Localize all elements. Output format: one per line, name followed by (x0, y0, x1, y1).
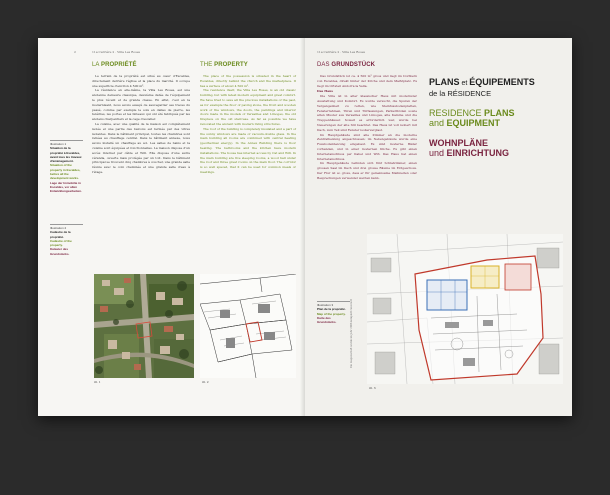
left-page (38, 38, 305, 416)
de-paragraph: Die Villa ist in alter klassischer Haus mit modernster Ausstattung und Komfort. Es wurde versucht, die Spuren der Vergangenheit zu retten, wie Steinfussbodenplatten, Fensterrahmen, Türen und Türfassungen, Parkettböden sowie alten Muster aus Versailles und Limoges, alte Kamine und die Treppenhäuser. Soweit es erforderlich war, wurde bei Neuerungen der alte Stil beachtet. Das Haus ist voll isoliert mit Dach, zum Teil sind Fenster isolierverglast. (317, 94, 417, 132)
caption-rule (317, 301, 350, 302)
title-de-line1: WOHNPLÄNE (429, 138, 488, 148)
en-column (200, 74, 296, 175)
caption-label: Illustration 3 (317, 303, 334, 307)
heading-fr (92, 62, 137, 68)
caption-rule (50, 140, 83, 141)
heading-en-word: PROPERTY (214, 62, 248, 68)
caption-fr: Plan de la propriété. (317, 307, 346, 312)
title-en-line2a: and (429, 118, 447, 128)
caption-en: Situation of the property in Escaldes, before all the development works. (50, 163, 81, 181)
heading-de-article: DAS (317, 62, 330, 68)
heading-en (200, 62, 248, 68)
en-paragraph: The residence itself, the Villa Les Roses, is an old classic building, but with latest modern equipment and great comfort. We have tried to save all the precious installations of the past, as for example the floor of paving stone, the front and wooden work of the windows, the doors, the paintings and interior doors made in the models of Versailles and Limoges, the old fireplace on the old staircase. As far as possible we have renovated the ancient with modern living structures. (200, 88, 296, 126)
plans-title-de (429, 138, 509, 158)
caption-de: Karte des Grundstücks. (317, 315, 337, 325)
caption-label: Illustration 1 (50, 142, 67, 146)
caption-fr: Cadastre de la propriété. (50, 230, 71, 239)
en-paragraph: The place of the possession is situated in the heart of Escaldes, directly behind the church and the marketplace. It has a surface of about 4 500 m². (200, 74, 296, 88)
caption-rule (50, 224, 83, 225)
heading-fr-word: PROPRIÉTÉ (101, 62, 137, 68)
de-column (317, 74, 417, 181)
aerial-photo (94, 274, 194, 378)
title-de-line2b: EINRICHTUNG (446, 148, 510, 158)
right-page (305, 38, 572, 416)
caption-fr: Situation de la propriété à Escaldes, avant tous les travaux d'aménagement. (50, 146, 82, 164)
page-number: 2 (74, 50, 76, 54)
title-fr-suffix: ÉQUIPEMENTS (469, 77, 535, 87)
fr-paragraph: Le terrain de la propriété est situé au cœur d'Escaldes, directement derrière l'église et la place du marché. Il occupe une superficie d'environ 4 500 m². (92, 74, 190, 88)
caption-de: Kataster des Grundstücks. (50, 247, 70, 256)
image-label: ill. 1 (94, 380, 101, 384)
cadastre-plan (200, 274, 296, 378)
title-de-line2a: und (429, 148, 447, 158)
title-en-line2b: EQUIPMENT (446, 118, 501, 128)
heading-en-article: THE (200, 62, 213, 68)
fr-paragraph: La cuisine, avec une qualité de la maison est complètement isolée et une partie des balcons est fermée par des vitres isolantes. Dans le bâtiment principal, toutes les chambres sont reliées au chauffage central. Dans le bâtiment annexe, nous avons installé un chauffage au sol. Les salles de bains et la cuisine sont équipées et fonctionnelles. La maison dispose d'un accès internet par câble et Wifi. Elle dispose d'une autre véranda, ouverte mais protégée par un toit. Dans le bâtiment principal se trouvent cinq chambres à coucher, une grande salle réunie avec le coin cheminée et une grande salle d'eau à l'étage. (92, 121, 190, 174)
running-header: 11a Carrière 2 · Villa Les Roses (92, 50, 141, 54)
title-fr-line2: de la RÉSIDENCE (429, 88, 492, 98)
fr-paragraph: La résidence en elle-même, la Villa Les Roses, est une ancienne demeure classique, deuxième datée de l'équipement le plus récent et de grande classe. En effet, c'est en la modernisant, nous avons essayé de sauvegarder ses traces du passé, comme par exemple le sols en dalles de pierre, les fenêtres, les portes et les linteaux qui ont été fabriqués par les anciens charpentiers et la cage d'escalier. (92, 88, 190, 122)
fr-column (92, 74, 190, 175)
heading-fr-article: LA (92, 62, 100, 68)
title-fr-prefix: PLANS (429, 77, 460, 87)
running-header: 11a Carrière 2 · Villa Les Roses (317, 50, 366, 54)
caption-de: Lage der Immobilie in Escaldes, vor allen Entwicklungsarbeiten. (50, 180, 82, 194)
caption-en: Map of the property. (317, 311, 346, 316)
title-en-line1a: RESIDENCE (429, 108, 485, 118)
heading-de-word: GRUNDSTÜCK (331, 62, 376, 68)
de-subheading: Das Haus (317, 89, 333, 94)
de-paragraph: Im Hauptgebäude sind alle Zimmer an die moderne Zentralheizung angeschlossen; im Nebengebäude wurde eine Fussbodenheizung eingebaut. Es sind moderne Bäder vorhanden, und in einer modernen Küche. Es gibt einen Internetanschluss per Kabel und Wifi. Das Haus hat einen Internetanschluss. (317, 132, 417, 161)
title-en-line1b: PLANS (484, 108, 515, 118)
caption-label: Illustration 2 (50, 226, 67, 230)
vertical-note: Die Liegenschaft wurde im Jahr 2008 komplett renoviert (350, 299, 353, 368)
magazine-spread (38, 38, 572, 416)
plans-title-fr (429, 78, 535, 98)
caption-en: Cadastre of the property. (50, 238, 72, 248)
caption-1 (50, 142, 83, 194)
caption-3 (317, 303, 350, 324)
de-paragraph: Im Hauptgebäude befinden sich fünf Schlafzimmer, einen grossen Saal im Dach und drei grosse Räume im Erdgeschoss. Der Flur ist so gross, dass er für gemeinsame Mahlzeiten oder Besprechungen verwendet werden kann. (317, 161, 417, 180)
image-label: ill. 3 (369, 386, 376, 390)
de-paragraph: Das Grundstück ist ca. 4 500 m² gross und liegt im Dorfkern von Escaldes, direkt hinter der Kirche und dem Marktplatz. Es liegt im Ortsteil Andorra la Vella. (317, 74, 417, 88)
title-fr-mid: et (459, 80, 470, 87)
plans-title-en (429, 108, 515, 128)
heading-de (317, 62, 375, 68)
caption-2 (50, 226, 83, 256)
en-paragraph: The roof of the building is completely insulated and a part of the sunny windows are made of vacuum-double glass. In the main building all rooms are combined with central heating (geothermal energy). In the Annex Building there is floor heating. The bathrooms and the kitchen have modern installations. The house has internet access by Cat and Wifi. In the main building are five sleeping rooms, a wood hall under the roof and three great rooms on the main floor. The corridor is so well spaced, that it can be used for common meals or meetings. (200, 126, 296, 174)
site-plan (367, 234, 563, 384)
image-label: ill. 2 (202, 380, 209, 384)
